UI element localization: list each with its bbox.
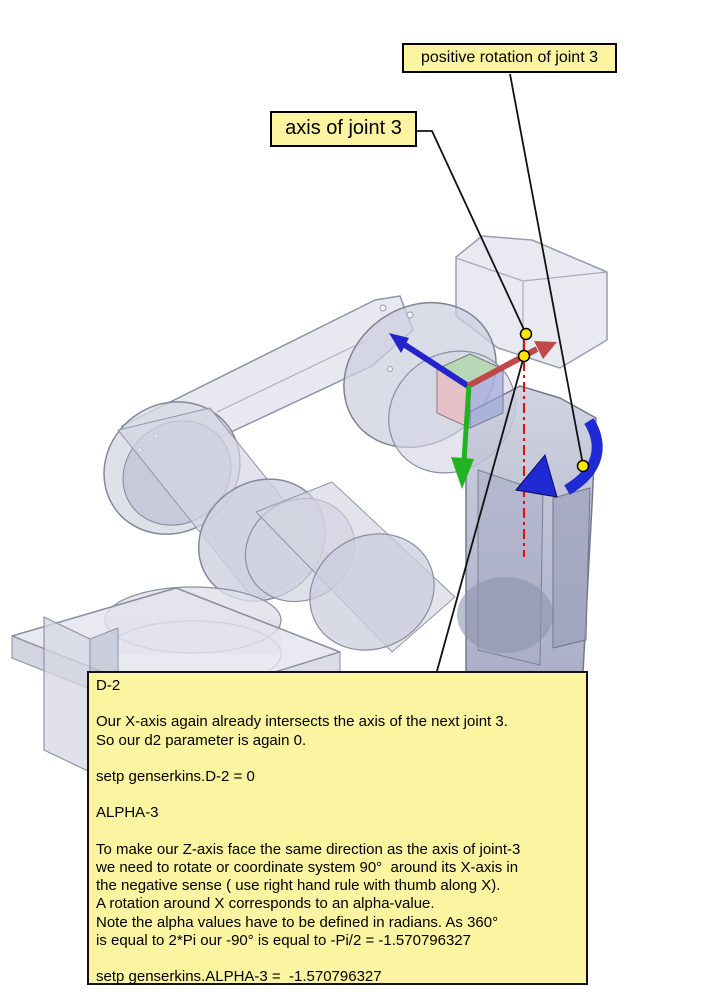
info-line: D-2 <box>96 677 121 694</box>
robot-screw <box>407 312 413 318</box>
info-line: ALPHA-3 <box>96 804 159 822</box>
info-line <box>96 823 586 841</box>
rotation-marker <box>578 461 589 472</box>
axis-of-joint3-label: axis of joint 3 <box>270 111 417 147</box>
info-line: the negative sense ( use right hand rule with thumb along X). <box>96 877 501 895</box>
robot-base-box <box>44 617 90 772</box>
info-line <box>96 950 586 968</box>
info-line: To make our Z-axis face the same direction as the axis of joint-3 <box>96 840 521 858</box>
robot-forearm-inner-disc <box>457 577 553 653</box>
info-line: setp genserkins.ALPHA-3 = -1.570796327 <box>96 968 382 986</box>
info-line: is equal to 2*Pi our -90° is equal to -Pi/2 = -1.570796327 <box>96 931 471 949</box>
robot-screw <box>388 367 393 372</box>
axis-marker-top <box>521 329 532 340</box>
info-line: Our X-axis again already intersects the axis of the next joint 3. <box>96 713 508 731</box>
info-line <box>96 786 586 804</box>
info-line <box>96 750 586 768</box>
robot-screw <box>380 305 386 311</box>
info-line: So our d2 parameter is again 0. <box>96 731 307 749</box>
info-line: A rotation around X corresponds to an alpha-value. <box>96 895 435 913</box>
axis-marker-origin <box>519 351 530 362</box>
info-line: Note the alpha values have to be defined in radians. As 360° <box>96 913 499 931</box>
dh-parameter-explanation-box <box>87 671 588 985</box>
info-line <box>96 695 586 713</box>
info-line: setp genserkins.D-2 = 0 <box>96 768 255 786</box>
robot-forearm-panel-right <box>553 488 590 648</box>
positive-rotation-of-joint3-label: positive rotation of joint 3 <box>402 43 617 73</box>
info-line: we need to rotate or coordinate system 90° around its X-axis in <box>96 859 519 877</box>
